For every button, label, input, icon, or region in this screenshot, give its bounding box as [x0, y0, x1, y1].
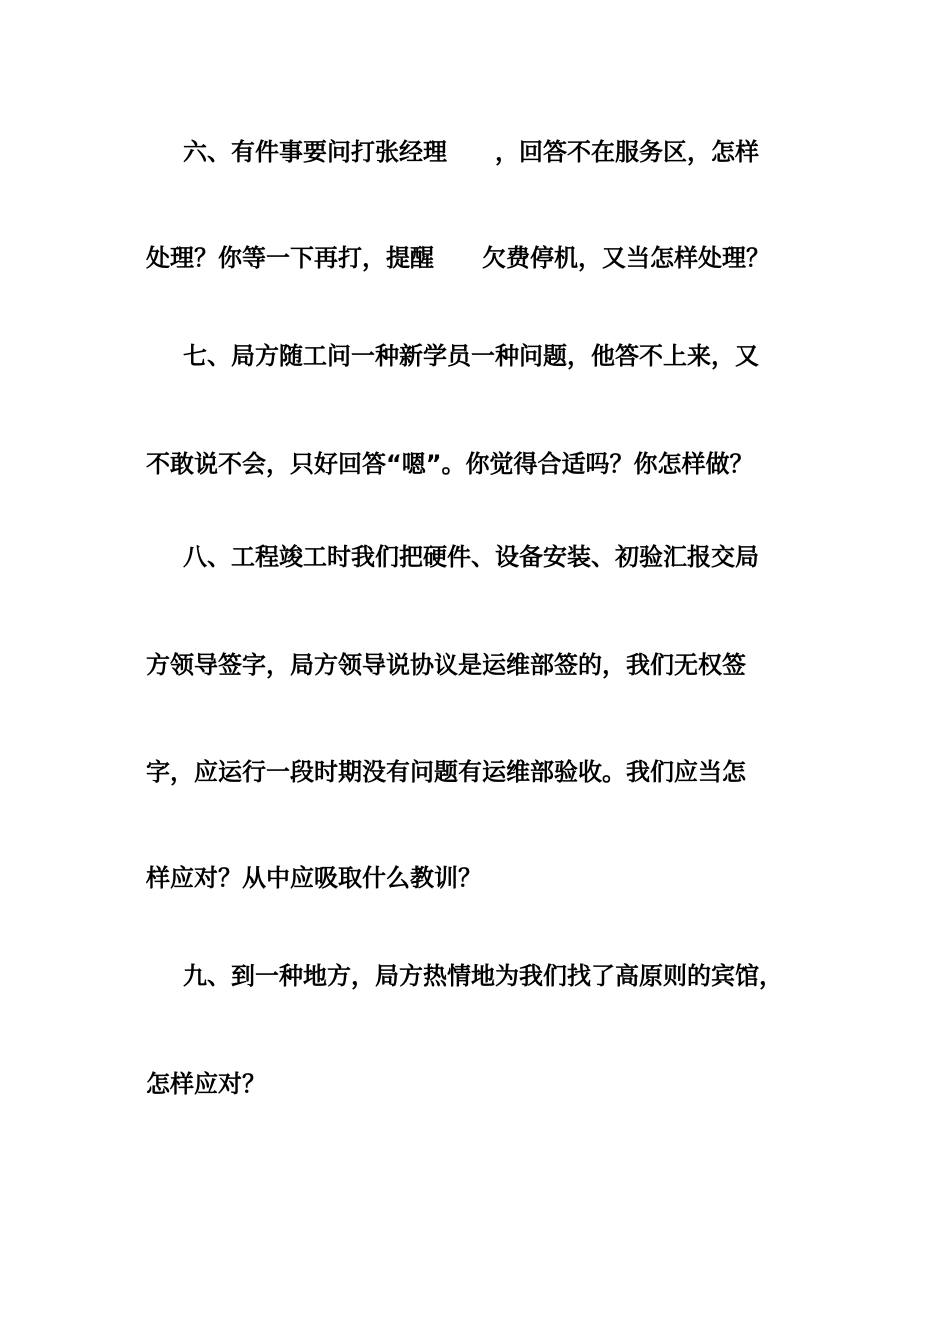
question-six-line-2: 处理？你等一下再打，提醒 欠费停机，又当怎样处理？ — [146, 244, 770, 272]
question-nine-line-2: 怎样应对？ — [146, 1070, 266, 1098]
question-seven-line-1: 七、局方随工问一种新学员一种问题，他答不上来，又 — [183, 342, 759, 370]
question-six-line-1: 六、有件事要问打张经理 ，回答不在服务区，怎样 — [183, 138, 759, 166]
question-eight-line-1: 八、工程竣工时我们把硬件、设备安装、初验汇报交局 — [183, 543, 759, 571]
question-nine-line-1: 九、到一种地方，局方热情地为我们找了高原则的宾馆， — [183, 962, 783, 990]
question-eight-line-4: 样应对？从中应吸取什么教训？ — [146, 864, 482, 892]
question-eight-line-3: 字，应运行一段时期没有问题有运维部验收。我们应当怎 — [146, 758, 746, 786]
question-seven-line-2: 不敢说不会，只好回答“嗯”。你觉得合适吗？你怎样做？ — [146, 450, 754, 478]
question-eight-line-2: 方领导签字，局方领导说协议是运维部签的，我们无权签 — [146, 651, 746, 679]
